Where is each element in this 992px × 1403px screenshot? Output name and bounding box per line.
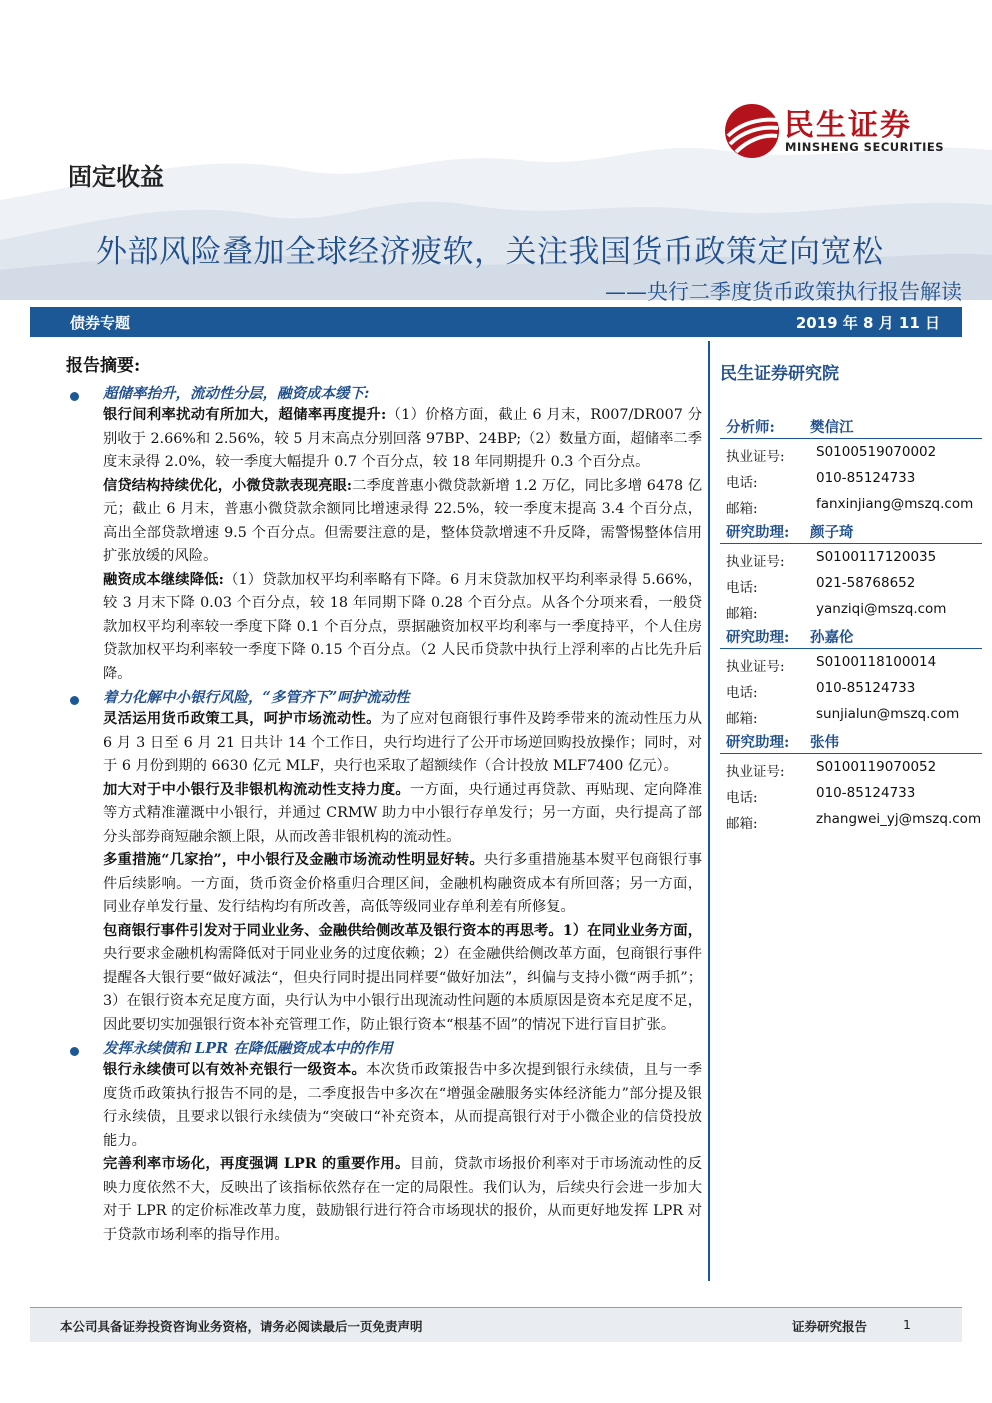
analyst-cert-row bbox=[720, 546, 982, 572]
paragraph bbox=[103, 708, 702, 779]
cert-value: S0100119070052 bbox=[816, 759, 937, 775]
tel-value: 010-85124733 bbox=[816, 785, 916, 801]
tel-value: 021-58768652 bbox=[816, 575, 916, 591]
analyst-name: 樊信江 bbox=[810, 419, 854, 436]
brand-logo bbox=[722, 100, 952, 160]
mail-label: 邮箱: bbox=[726, 711, 758, 727]
cert-value: S0100118100014 bbox=[816, 654, 937, 670]
abstract bbox=[66, 355, 702, 1247]
para-text: （1）价格方面，截止 6 月末，R007/DR007 分别收于 2.66%和 2.56%，较 5 月末高点分别回落 97BP、24BP;（2）数量方面，超储率二季度末录得 2.0%，较一季度大幅提升 0.7 个百分点，较 18 年同期提升 0.3 个百分点。 bbox=[103, 407, 702, 470]
mail-link[interactable]: zhangwei_yj@mszq.com bbox=[816, 811, 982, 827]
paragraph bbox=[103, 404, 702, 475]
para-text: 为了应对包商银行事件及跨季带来的流动性压力从 6 月 3 日至 6 月 21 日共计 14 个工作日，央行均进行了公开市场逆回购投放操作；同时，对于 6 月份到期的 6630 亿元 MLF，央行也采取了超额续作（合计投放 MLF7400 亿元）。 bbox=[103, 711, 702, 774]
report-title: 外部风险叠加全球经济疲软，关注我国货币政策定向宽松 bbox=[96, 234, 884, 270]
analyst-mail-row bbox=[720, 808, 982, 834]
mail-link[interactable]: fanxinjiang@mszq.com bbox=[816, 496, 974, 512]
section-heading: 发挥永续债和 LPR 在降低融资成本中的作用 bbox=[103, 1040, 393, 1057]
footer-disclaimer: 本公司具备证券投资咨询业务资格，请务必阅读最后一页免责声明 bbox=[60, 1319, 423, 1334]
analyst-mail-row bbox=[720, 493, 982, 519]
paragraph bbox=[103, 1059, 702, 1153]
analyst-mail-row bbox=[720, 598, 982, 624]
brand-mark-icon bbox=[722, 102, 782, 160]
cert-value: S0100519070002 bbox=[816, 444, 937, 460]
analyst-role: 研究助理: bbox=[726, 524, 790, 541]
section-heading: 超储率抬升，流动性分层，融资成本缓下: bbox=[103, 385, 370, 402]
analyst-tel-row bbox=[720, 467, 982, 493]
cert-label: 执业证号: bbox=[726, 554, 785, 570]
para-lead: 完善利率市场化，再度强调 LPR 的重要作用。 bbox=[103, 1156, 410, 1172]
analyst-mail-row bbox=[720, 703, 982, 729]
analyst-header bbox=[720, 519, 982, 544]
report-category: 固定收益 bbox=[68, 163, 164, 191]
tel-value: 010-85124733 bbox=[816, 680, 916, 696]
cert-value: S0100117120035 bbox=[816, 549, 937, 565]
para-lead: 信贷结构持续优化，小微贷款表现亮眼: bbox=[103, 477, 353, 494]
bullet-icon bbox=[70, 696, 79, 705]
mail-link[interactable]: yanziqi@mszq.com bbox=[816, 601, 947, 617]
brand-name-cn: 民生证券 bbox=[784, 108, 912, 143]
para-text: 央行多重措施基本熨平包商银行事件后续影响。一方面，货币资金价格重归合理区间，金融机构融资成本有所回落；另一方面，同业存单发行量、发行结构均有所改善，高低等级同业存单利差有所修复。 bbox=[103, 852, 703, 915]
analyst-card bbox=[720, 729, 982, 834]
analyst-role: 分析师: bbox=[726, 419, 775, 436]
para-text: 本次货币政策报告中多次提到银行永续债，且与一季度货币政策执行报告不同的是，二季度报告中多次在“增强金融服务实体经济能力”部分提及银行永续债，且要求以银行永续债为“突破口“补充资本，从而提高银行对于小微企业的信贷投放能力。 bbox=[103, 1062, 703, 1149]
analyst-name: 颜子琦 bbox=[810, 524, 854, 541]
analyst-card bbox=[720, 519, 982, 624]
analyst-card bbox=[720, 624, 982, 729]
mail-label: 邮箱: bbox=[726, 501, 758, 517]
paragraph bbox=[103, 779, 702, 850]
analyst-header bbox=[720, 624, 982, 649]
brand-name-en: MINSHENG SECURITIES bbox=[785, 140, 944, 154]
para-text: 央行要求金融机构需降低对于同业业务的过度依赖；2）在金融供给侧改革方面，包商银行事件提醒各大银行要“做好减法“，但央行同时提出同样要“做好加法”，纠偏与支持小微“两手抓”；3）在银行资本充足度方面，央行认为中小银行出现流动性问题的本质原因是资本充足度不足，因此要切实加强银行资本补充管理工作，防止银行资本“根基不固”的情况下进行盲目扩张。 bbox=[103, 946, 702, 1033]
research-institute: 民生证券研究院 bbox=[720, 364, 839, 384]
tel-label: 电话: bbox=[726, 685, 758, 701]
para-lead: 多重措施“几家抬”，中小银行及金融市场流动性明显好转。 bbox=[103, 852, 484, 868]
analyst-tel-row bbox=[720, 782, 982, 808]
tel-value: 010-85124733 bbox=[816, 470, 916, 486]
cert-label: 执业证号: bbox=[726, 659, 785, 675]
bullet-icon bbox=[70, 1047, 79, 1056]
header-banner bbox=[30, 307, 962, 337]
column-divider bbox=[708, 341, 710, 1281]
para-text: 一方面，央行通过再贷款、再贴现、定向降准等方式精准灌溉中小银行，并通过 CRMW 助力中小银行存单发行；另一方面，央行提高了部分头部券商短融余额上限，从而改善非银机构的流动性。 bbox=[103, 781, 702, 845]
analyst-cert-row bbox=[720, 441, 982, 467]
report-date: 2019 年 8 月 11 日 bbox=[795, 314, 940, 332]
analyst-tel-row bbox=[720, 572, 982, 598]
mail-label: 邮箱: bbox=[726, 816, 758, 832]
tel-label: 电话: bbox=[726, 475, 758, 491]
analyst-cert-row bbox=[720, 756, 982, 782]
analyst-header bbox=[720, 729, 982, 754]
para-lead: 加大对于中小银行及非银机构流动性支持力度。 bbox=[103, 781, 410, 798]
paragraph bbox=[103, 475, 702, 569]
paragraph bbox=[103, 920, 702, 1038]
mail-link[interactable]: sunjialun@mszq.com bbox=[816, 706, 960, 722]
paragraph bbox=[103, 849, 702, 920]
mail-label: 邮箱: bbox=[726, 606, 758, 622]
para-lead: 银行永续债可以有效补充银行一级资本。 bbox=[103, 1062, 367, 1078]
sidebar bbox=[720, 355, 982, 834]
analyst-cert-row bbox=[720, 651, 982, 677]
paragraph bbox=[103, 569, 702, 687]
cert-label: 执业证号: bbox=[726, 764, 785, 780]
page-number: 1 bbox=[903, 1317, 911, 1332]
bullet-icon bbox=[70, 392, 79, 401]
analyst-tel-row bbox=[720, 677, 982, 703]
abstract-heading: 报告摘要: bbox=[66, 356, 141, 376]
analyst-role: 研究助理: bbox=[726, 734, 790, 751]
cert-label: 执业证号: bbox=[726, 449, 785, 465]
para-text: 二季度普惠小微贷款新增 1.2 万亿，同比多增 6478 亿元；截止 6 月末，普惠小微贷款余额同比增速录得 22.5%，较一季度末提高 3.4 个百分点，高出全部贷款增速 9.5 个百分点。但需要注意的是，整体贷款增速不升反降，需警惕整体信用扩张放缓的风险。 bbox=[103, 477, 702, 564]
abstract-section bbox=[66, 687, 702, 1037]
footer-doc-type: 证券研究报告 bbox=[792, 1319, 868, 1334]
para-lead: 包商银行事件引发对于同业业务、金融供给侧改革及银行资本的再思考。1）在同业业务方面， bbox=[103, 922, 702, 939]
analyst-name: 张伟 bbox=[810, 734, 839, 751]
para-lead: 灵活运用货币政策工具，呵护市场流动性。 bbox=[103, 711, 381, 727]
para-text: （1）贷款加权平均利率略有下降。6 月末贷款加权平均利率录得 5.66%，较 3 月末下降 0.03 个百分点，较 18 年同期下降 0.28 个百分点。从各个分项来看，一般贷款加权平均利率较一季度下降 0.1 个百分点，票据融资加权平均利率与一季度持平，个人住房贷款加权平均利率较一季度下降 0.15 个百分点。（2 人民币贷款中执行上浮利率的占比先升后降。 bbox=[103, 571, 702, 682]
paragraph bbox=[103, 1153, 702, 1247]
tel-label: 电话: bbox=[726, 790, 758, 806]
analyst-role: 研究助理: bbox=[726, 629, 790, 646]
para-lead: 融资成本继续降低: bbox=[103, 571, 224, 588]
abstract-section bbox=[66, 383, 702, 686]
tel-label: 电话: bbox=[726, 580, 758, 596]
analyst-name: 孙嘉伦 bbox=[810, 629, 854, 646]
para-lead: 银行间利率扰动有所加大，超储率再度提升: bbox=[103, 407, 387, 423]
report-type: 债券专题 bbox=[70, 314, 131, 332]
para-text: 目前，贷款市场报价利率对于市场流动性的反映力度依然不大，反映出了该指标依然存在一定的局限性。我们认为，后续央行会进一步加大对于 LPR 的定价标准改革力度，鼓励银行进行符合市场现状的报价，从而更好地发挥 LPR 对于贷款市场利率的指导作用。 bbox=[103, 1156, 703, 1243]
abstract-section bbox=[66, 1038, 702, 1247]
analyst-header bbox=[720, 414, 982, 439]
report-subtitle: ——央行二季度货币政策执行报告解读 bbox=[605, 280, 962, 304]
section-heading: 着力化解中小银行风险，“多管齐下”呵护流动性 bbox=[103, 689, 410, 706]
analyst-card bbox=[720, 414, 982, 519]
